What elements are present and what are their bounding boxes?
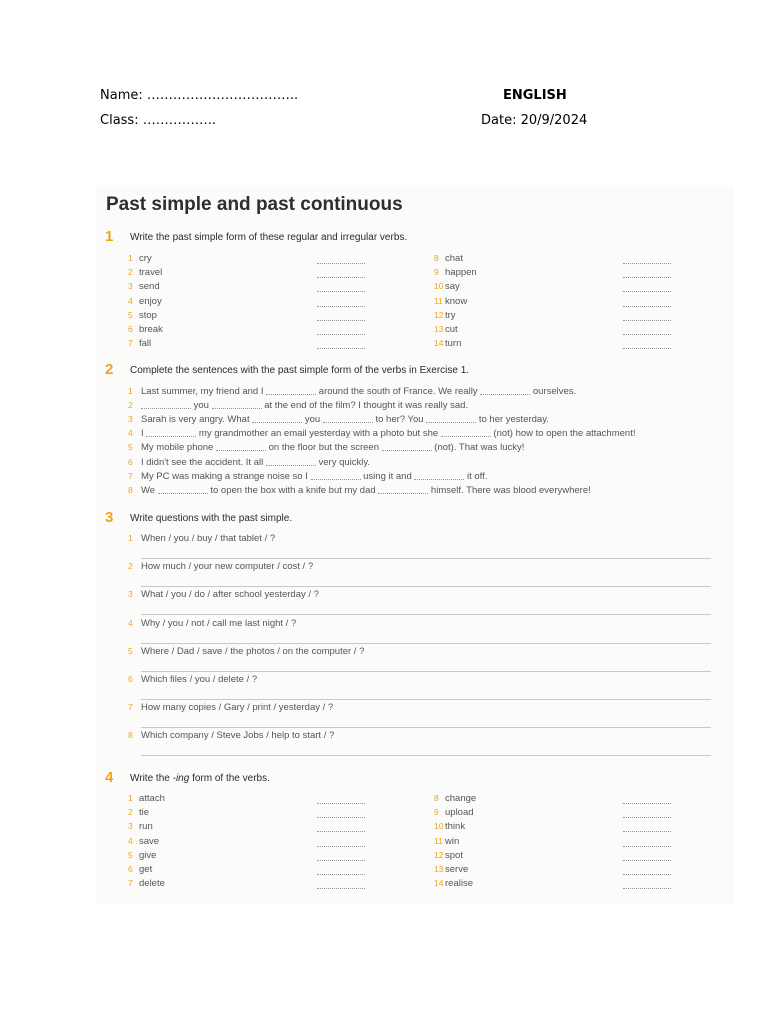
verb-row: [128, 324, 388, 338]
question-row: [128, 618, 711, 629]
answer-blank[interactable]: [317, 306, 365, 307]
answer-blank[interactable]: [378, 493, 428, 494]
answer-blank[interactable]: [623, 277, 671, 278]
question-prompt: How many copies / Gary / print / yesterday / ?: [141, 702, 334, 714]
sentence-text: using it and: [360, 470, 415, 482]
verb-word: enjoy: [139, 295, 162, 307]
question-row: [128, 533, 711, 544]
answer-blank[interactable]: [317, 817, 365, 818]
verb-row: [434, 281, 694, 295]
item-number: 7: [128, 878, 133, 889]
verb-row: [128, 310, 388, 324]
answer-blank[interactable]: [317, 860, 365, 861]
answer-blank[interactable]: [317, 803, 365, 804]
verb-word: run: [139, 821, 153, 833]
sentence-text: We: [141, 484, 158, 496]
answer-blank[interactable]: [311, 479, 361, 480]
exercise-1-instruction: Write the past simple form of these regular and irregular verbs.: [130, 232, 408, 243]
sentence-text: you: [302, 414, 323, 426]
sentence-text: My PC was making a strange noise so I: [141, 470, 311, 482]
verb-word: realise: [445, 878, 473, 890]
verb-word: change: [445, 793, 477, 804]
sentence-text: (not) how to open the attachment!: [490, 428, 636, 440]
item-number: 8: [434, 253, 439, 263]
item-number: 7: [128, 338, 133, 349]
verb-word: chat: [445, 253, 463, 264]
item-number: 9: [434, 807, 439, 818]
item-number: 10: [434, 821, 444, 832]
sentence-text: ourselves.: [530, 386, 577, 397]
verb-row: [434, 850, 694, 864]
worksheet: [96, 186, 734, 904]
answer-blank[interactable]: [216, 450, 266, 451]
answer-line[interactable]: [141, 643, 711, 644]
answer-blank[interactable]: [480, 394, 530, 395]
question-prompt: What / you / do / after school yesterday / ?: [141, 589, 319, 601]
answer-blank[interactable]: [317, 348, 365, 349]
answer-blank[interactable]: [252, 422, 302, 423]
sentence-text: around the south of France. We really: [316, 386, 481, 397]
verb-word: break: [139, 324, 163, 335]
exercise-4-instruction: Write the -ing form of the verbs.: [130, 773, 270, 784]
answer-blank[interactable]: [623, 320, 671, 321]
item-number: 14: [434, 878, 444, 889]
item-number: 14: [434, 338, 444, 349]
verb-row: [128, 850, 388, 864]
sentence-text: it off.: [464, 470, 488, 482]
verb-word: win: [445, 835, 460, 847]
item-number: 5: [128, 309, 133, 320]
item-number: 3: [128, 281, 133, 292]
item-number: 6: [128, 324, 133, 334]
answer-blank[interactable]: [623, 306, 671, 307]
item-number: 7: [128, 702, 133, 713]
answer-blank[interactable]: [623, 860, 671, 861]
sentence-text: Last summer, my friend and I: [141, 386, 267, 397]
sentence-text: Sarah is very angry. What: [141, 414, 253, 426]
item-number: 5: [128, 645, 133, 656]
verb-row: [128, 836, 388, 850]
item-number: 4: [128, 835, 133, 846]
item-number: 3: [128, 414, 133, 425]
item-number: 13: [434, 324, 444, 334]
verb-row: [128, 253, 388, 267]
class-field-label: Class: ……………..: [100, 113, 216, 128]
item-number: 7: [128, 470, 133, 481]
answer-blank[interactable]: [623, 348, 671, 349]
verb-word: upload: [445, 807, 474, 819]
sentence-text: at the end of the film? I thought it was really sad.: [261, 400, 469, 412]
sentence-row: [128, 485, 591, 496]
item-number: 10: [434, 281, 444, 292]
sentence-text: on the floor but the screen: [265, 442, 382, 454]
verb-word: get: [139, 864, 153, 875]
item-number: 11: [434, 835, 443, 846]
answer-blank[interactable]: [317, 831, 365, 832]
verb-row: [434, 864, 694, 878]
verb-row: [434, 324, 694, 338]
verb-word: think: [445, 821, 466, 833]
item-number: 2: [128, 561, 133, 572]
answer-blank[interactable]: [426, 422, 476, 423]
item-number: 4: [128, 428, 133, 439]
verb-word: travel: [139, 267, 163, 279]
question-prompt: Where / Dad / save / the photos / on the computer / ?: [141, 645, 365, 657]
answer-blank[interactable]: [623, 334, 671, 335]
verb-word: cut: [445, 324, 458, 335]
answer-blank[interactable]: [441, 436, 491, 437]
answer-blank[interactable]: [317, 874, 365, 875]
verb-row: [434, 793, 694, 807]
question-prompt: Why / you / not / call me last night / ?: [141, 617, 297, 629]
item-number: 6: [128, 864, 133, 874]
answer-blank[interactable]: [623, 291, 671, 292]
item-number: 1: [128, 533, 133, 543]
answer-blank[interactable]: [317, 291, 365, 292]
verb-row: [434, 267, 694, 281]
sentence-text: himself. There was blood everywhere!: [428, 484, 591, 496]
verb-row: [128, 338, 388, 352]
verb-word: stop: [139, 309, 157, 321]
answer-blank[interactable]: [623, 831, 671, 832]
item-number: 2: [128, 807, 133, 818]
question-row: [128, 589, 711, 600]
verb-row: [434, 310, 694, 324]
verb-row: [128, 281, 388, 295]
sentence-text: to open the box with a knife but my dad: [207, 484, 379, 496]
verb-word: fall: [139, 338, 152, 350]
item-number: 2: [128, 267, 133, 278]
verb-row: [434, 878, 694, 892]
sentence-row: [128, 400, 468, 411]
verb-row: [128, 878, 388, 892]
verb-word: spot: [445, 849, 463, 861]
exercise-1-number: 1: [105, 228, 114, 245]
item-number: 8: [128, 730, 133, 741]
sentence-row: [128, 471, 487, 482]
answer-blank[interactable]: [382, 450, 432, 451]
verb-word: try: [445, 309, 456, 321]
exercise-3-instruction: Write questions with the past simple.: [130, 513, 293, 524]
sentence-text: to her yesterday.: [476, 414, 549, 426]
answer-line[interactable]: [141, 671, 711, 672]
item-number: 5: [128, 442, 133, 453]
question-row: [128, 674, 711, 685]
answer-blank[interactable]: [266, 394, 316, 395]
item-number: 13: [434, 864, 444, 874]
verb-row: [128, 267, 388, 281]
answer-line[interactable]: [141, 727, 711, 728]
verb-word: give: [139, 849, 157, 861]
answer-blank[interactable]: [212, 408, 262, 409]
sentence-text: I: [141, 428, 147, 440]
answer-blank[interactable]: [317, 320, 365, 321]
sentence-text: my grandmother an email yesterday with a photo but she: [196, 428, 441, 440]
verb-word: send: [139, 281, 160, 293]
item-number: 1: [128, 253, 133, 263]
verb-word: attach: [139, 793, 165, 804]
exercise-2-instruction: Complete the sentences with the past simple form of the verbs in Exercise 1.: [130, 365, 470, 376]
sentence-text: My mobile phone: [141, 442, 216, 454]
exercise-3-number: 3: [105, 509, 114, 526]
answer-blank[interactable]: [623, 846, 671, 847]
answer-blank[interactable]: [317, 277, 365, 278]
question-prompt: When / you / buy / that tablet / ?: [141, 533, 276, 544]
answer-line[interactable]: [141, 614, 711, 615]
verb-word: turn: [445, 338, 462, 350]
exercise-4-number: 4: [105, 769, 114, 786]
item-number: 11: [434, 295, 443, 306]
sentence-text: you: [191, 400, 212, 412]
verb-word: know: [445, 295, 468, 307]
worksheet-title: Past simple and past continuous: [106, 194, 403, 215]
item-number: 12: [434, 309, 444, 320]
answer-line[interactable]: [141, 699, 711, 700]
item-number: 9: [434, 267, 439, 278]
sentence-row: [128, 386, 576, 397]
date-label: Date: 20/9/2024: [481, 113, 588, 128]
verb-row: [128, 864, 388, 878]
sentence-text: very quickly.: [315, 456, 371, 468]
answer-blank[interactable]: [623, 817, 671, 818]
answer-blank[interactable]: [317, 334, 365, 335]
question-row: [128, 730, 711, 741]
verb-word: delete: [139, 878, 165, 890]
verb-word: happen: [445, 267, 477, 279]
question-prompt: How much / your new computer / cost / ?: [141, 561, 314, 573]
verb-word: save: [139, 835, 160, 847]
question-row: [128, 702, 711, 713]
sentence-text: (not). That was lucky!: [431, 442, 525, 454]
question-row: [128, 646, 711, 657]
verb-word: cry: [139, 253, 152, 264]
verb-word: say: [445, 281, 460, 293]
answer-blank[interactable]: [623, 888, 671, 889]
answer-blank[interactable]: [414, 479, 464, 480]
item-number: 3: [128, 821, 133, 832]
verb-row: [128, 821, 388, 835]
answer-blank[interactable]: [317, 888, 365, 889]
item-number: 3: [128, 589, 133, 600]
item-number: 1: [128, 793, 133, 803]
item-number: 12: [434, 849, 444, 860]
verb-row: [434, 253, 694, 267]
item-number: 4: [128, 295, 133, 306]
item-number: 5: [128, 849, 133, 860]
answer-blank[interactable]: [323, 422, 373, 423]
answer-blank[interactable]: [623, 874, 671, 875]
item-number: 6: [128, 456, 133, 467]
sentence-row: [128, 428, 635, 439]
question-row: [128, 561, 711, 572]
sentence-text: I didn't see the accident. It all: [141, 456, 266, 468]
sentence-row: [128, 414, 549, 425]
subject-label: ENGLISH: [503, 88, 567, 103]
answer-blank[interactable]: [141, 408, 191, 409]
verb-row: [434, 338, 694, 352]
item-number: 8: [128, 484, 133, 495]
answer-blank[interactable]: [623, 263, 671, 264]
item-number: 6: [128, 674, 133, 684]
exercise-2-number: 2: [105, 361, 114, 378]
answer-line[interactable]: [141, 558, 711, 559]
answer-blank[interactable]: [158, 493, 208, 494]
item-number: 2: [128, 400, 133, 411]
answer-blank[interactable]: [146, 436, 196, 437]
item-number: 8: [434, 793, 439, 803]
name-field-label: Name: ……………………………..: [100, 88, 299, 103]
item-number: 1: [128, 386, 133, 396]
answer-blank[interactable]: [266, 465, 316, 466]
item-number: 4: [128, 617, 133, 628]
question-prompt: Which files / you / delete / ?: [141, 674, 258, 685]
answer-blank[interactable]: [317, 263, 365, 264]
answer-line[interactable]: [141, 586, 711, 587]
verb-word: serve: [445, 864, 469, 875]
verb-row: [434, 821, 694, 835]
verb-row: [434, 836, 694, 850]
verb-row: [434, 296, 694, 310]
answer-line[interactable]: [141, 755, 711, 756]
verb-row: [434, 807, 694, 821]
sentence-text: to her? You: [372, 414, 427, 426]
verb-row: [128, 807, 388, 821]
sentence-row: [128, 442, 524, 453]
sentence-row: [128, 457, 370, 468]
answer-blank[interactable]: [623, 803, 671, 804]
verb-row: [128, 296, 388, 310]
question-prompt: Which company / Steve Jobs / help to start / ?: [141, 730, 335, 742]
answer-blank[interactable]: [317, 846, 365, 847]
verb-word: tie: [139, 807, 150, 819]
verb-row: [128, 793, 388, 807]
